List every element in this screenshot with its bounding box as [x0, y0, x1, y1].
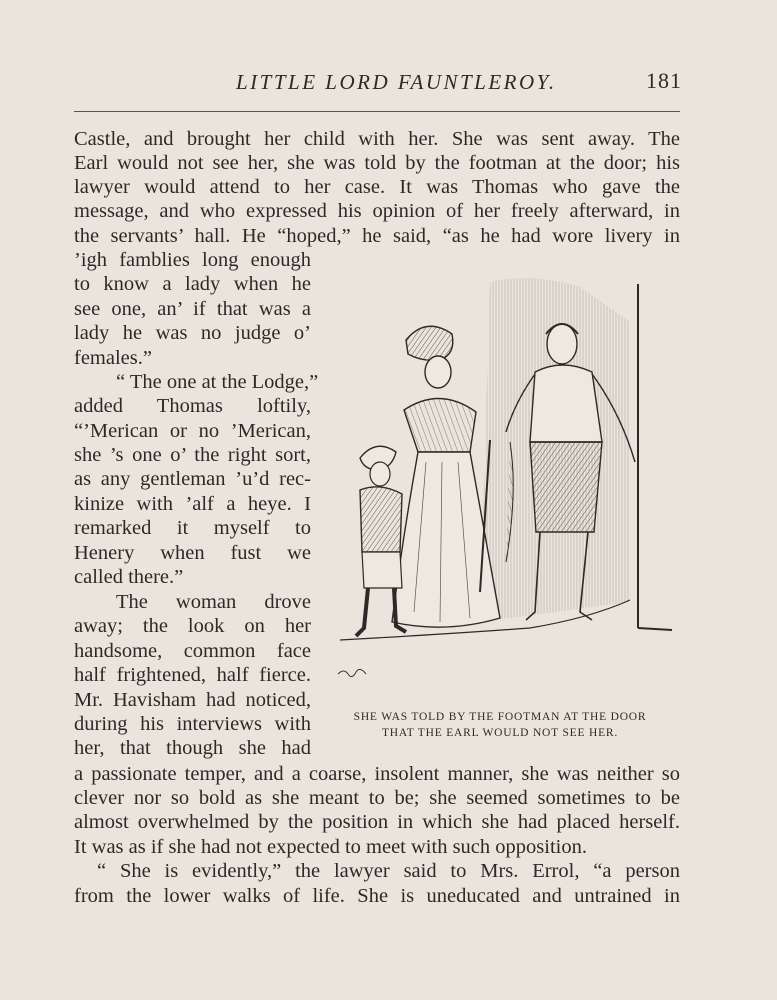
running-title: LITTLE LORD FAUNTLEROY. [236, 70, 557, 94]
text-line: females.” [74, 347, 152, 369]
text-line: added Thomas loftily, [74, 395, 311, 417]
text-line: called there.” [74, 566, 184, 588]
door-sill [638, 628, 672, 630]
text-line: Henery when fust we [74, 542, 311, 564]
caption-line-2: THAT THE EARL WOULD NOT SEE HER. [381, 727, 619, 739]
text-line: clever nor so bold as she meant to be; she seemed sometimes to be [74, 787, 680, 809]
page-number: 181 [646, 68, 682, 93]
text-line: Earl would not see her, she was told by the footman at the door; his [74, 152, 680, 174]
text-line: lady he was no judge o’ [74, 322, 311, 344]
text-line: as any gentleman ’u’d rec- [74, 468, 311, 490]
engraving-illustration [330, 262, 680, 692]
header-rule [74, 111, 680, 112]
text-line: almost overwhelmed by the position in which she had placed herself. [74, 811, 680, 833]
text-line: she ’s one o’ the right sort, [74, 444, 311, 466]
text-line: The woman drove [116, 591, 311, 613]
text-line: ’igh famblies long enough [74, 249, 311, 271]
text-line: “’Merican or no ’Merican, [74, 420, 311, 442]
text-line: “ The one at the Lodge,” [116, 371, 319, 393]
text-line: Castle, and brought her child with her. She was sent away. The [74, 128, 680, 150]
text-line: see one, an’ if that was a [74, 298, 311, 320]
text-line: a passionate temper, and a coarse, insolent manner, she was neither so [74, 763, 680, 785]
caption-line-1: SHE WAS TOLD BY THE FOOTMAN AT THE DOOR [353, 711, 647, 723]
text-line: from the lower walks of life. She is uneducated and untrained in [74, 885, 680, 907]
text-line: during his interviews with [74, 713, 311, 735]
text-line: remarked it myself to [74, 517, 311, 539]
text-line: kinize with ’alf a heye. I [74, 493, 311, 515]
text-line: half frightened, half fierce. [74, 664, 311, 686]
text-line: to know a lady when he [74, 273, 311, 295]
text-line: her, that though she had [74, 737, 311, 759]
artist-signature [338, 669, 366, 676]
text-line: away; the look on her [74, 615, 311, 637]
text-line: Mr. Havisham had noticed, [74, 689, 311, 711]
text-line: “ She is evidently,” the lawyer said to Mrs. Errol, “a person [97, 860, 680, 882]
text-line: the servants’ hall. He “hoped,” he said, “as he had wore livery in [74, 225, 680, 247]
text-line: handsome, common face [74, 640, 311, 662]
text-line: lawyer would attend to her case. It was Thomas who gave the [74, 176, 680, 198]
text-line: message, and who expressed his opinion of her freely afterward, in [74, 200, 680, 222]
woman-figure [392, 326, 500, 627]
text-line: It was as if she had not expected to meet with such opposition. [74, 836, 587, 858]
